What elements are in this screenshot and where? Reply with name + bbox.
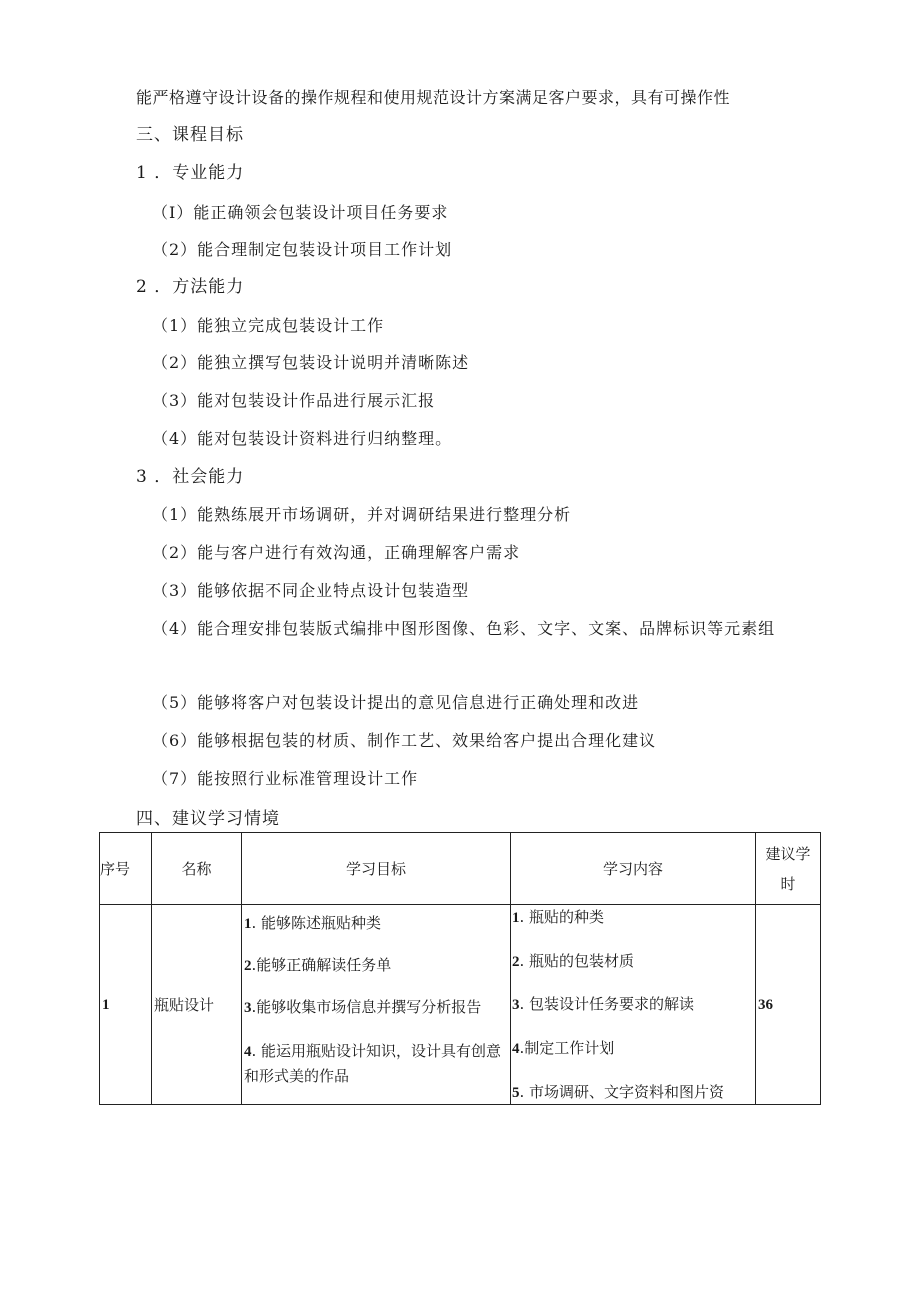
table-header-row [100, 833, 821, 905]
group-3-title: 3 ．社会能力 [136, 467, 245, 487]
row-goals-cell [242, 905, 511, 1105]
row-contents-cell [511, 905, 756, 1105]
header-index: 序号 [100, 833, 152, 905]
group-1-title: 1 ．专业能力 [136, 163, 245, 183]
content-item: 5. 市场调研、文字资料和图片资 [512, 1083, 725, 1101]
learning-situation-table [99, 832, 821, 1105]
section-4-title: 四、建议学习情境 [136, 809, 280, 829]
group-2-item: （3）能对包装设计作品进行展示汇报 [152, 391, 436, 410]
intro-line: 能严格遵守设计设备的操作规程和使用规范设计方案满足客户要求，具有可操作性 [136, 88, 731, 107]
content-item: 3. 包装设计任务要求的解读 [512, 995, 695, 1013]
goal-item: 3.能够收集市场信息并撰写分析报告 [244, 998, 482, 1016]
group-3-item: （7）能按照行业标准管理设计工作 [152, 769, 419, 788]
group-3-item: （6）能够根据包装的材质、制作工艺、效果给客户提出合理化建议 [152, 731, 657, 750]
group-1-item: （I）能正确领会包装设计项目任务要求 [152, 203, 449, 222]
content-item: 1. 瓶贴的种类 [512, 908, 605, 926]
group-2-title: 2 ．方法能力 [136, 277, 245, 297]
goal-item: 1. 能够陈述瓶贴种类 [244, 914, 382, 932]
group-2-item: （4）能对包装设计资料进行归纳整理。 [152, 429, 453, 448]
group-1-item: （2）能合理制定包装设计项目工作计划 [152, 240, 453, 259]
goal-item: 4. 能运用瓶贴设计知识，设计具有创意和形式美的作品 [244, 1042, 502, 1085]
row-hours-cell [756, 905, 821, 1105]
header-name: 名称 [152, 833, 242, 905]
table-row [100, 905, 821, 1105]
row-index-cell [100, 905, 152, 1105]
group-2-item: （2）能独立撰写包装设计说明并清晰陈述 [152, 353, 470, 372]
group-3-item: （2）能与客户进行有效沟通，正确理解客户需求 [152, 543, 521, 562]
group-2-item: （1）能独立完成包装设计工作 [152, 316, 385, 335]
row-name-cell [152, 905, 242, 1105]
row-index: 1 [102, 997, 110, 1013]
section-3-title: 三、课程目标 [136, 125, 244, 145]
content-item: 4.制定工作计划 [512, 1039, 615, 1057]
header-hours: 建议学时 [756, 833, 821, 905]
content-item: 2. 瓶贴的包装材质 [512, 952, 635, 970]
header-contents: 学习内容 [511, 833, 756, 905]
goal-item: 2.能够正确解读任务单 [244, 956, 392, 974]
group-3-item: （5）能够将客户对包装设计提出的意见信息进行正确处理和改进 [152, 693, 640, 712]
row-hours: 36 [758, 997, 773, 1013]
header-goals: 学习目标 [242, 833, 511, 905]
row-name: 瓶贴设计 [154, 996, 215, 1014]
group-3-item: （1）能熟练展开市场调研，并对调研结果进行整理分析 [152, 505, 572, 524]
group-3-item: （4）能合理安排包装版式编排中图形图像、色彩、文字、文案、品牌标识等元素组 [152, 619, 776, 638]
group-3-item: （3）能够依据不同企业特点设计包装造型 [152, 581, 470, 600]
